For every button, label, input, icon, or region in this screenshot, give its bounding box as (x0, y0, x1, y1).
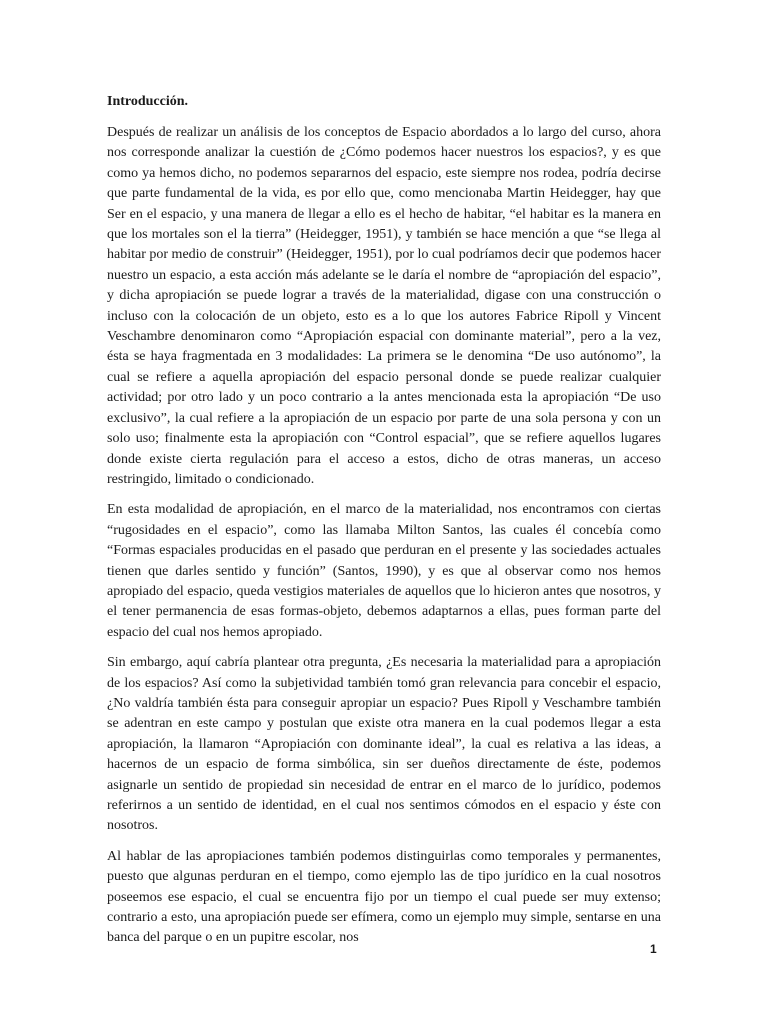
document-body (107, 92, 661, 959)
paragraph-1: Después de realizar un análisis de los conceptos de Espacio abordados a lo largo del curso, ahora nos corresponde analizar la cuestión de ¿Cómo podemos hacer nuestros los espacios?, y es que como ya hemos dicho, no podemos separarnos del espacio, este siempre nos rodea, podría decirse que parte fundamental de la vida, es por ello que, como mencionaba Martin Heidegger, hay que Ser en el espacio, y una manera de llegar a ello es el hecho de habitar, “el habitar es la manera en que los mortales son el la tierra” (Heidegger, 1951), y también se hace mención a que “se llega al habitar por medio de construir” (Heidegger, 1951), por lo cual podríamos decir que podemos hacer nuestro un espacio, a esta acción más adelante se le daría el nombre de “apropiación del espacio”, y dicha apropiación se puede lograr a través de la materialidad, digase con una construcción o incluso con la colocación de un objeto, esto es a lo que los autores Fabrice Ripoll y Vincent Veschambre denominaron como “Apropiación espacial con dominante material”, pero a la vez, ésta se haya fragmentada en 3 modalidades: La primera se le denomina “De uso autónomo”, la cual se refiere a aquella apropiación del espacio personal donde se puede realizar cualquier actividad; por otro lado y un poco contrario a la antes mencionada esta la apropiación “De uso exclusivo”, la cual refiere a la apropiación de un espacio por parte de una sola persona y con un solo uso; finalmente esta la apropiación con “Control espacial”, que se refiere aquellos lugares donde existe cierta regulación para el acceso a estos, dicho de otras maneras, un acceso restringido, limitado o condicionado. (107, 125, 661, 487)
page-number: 1 (650, 942, 657, 956)
paragraph-3: Sin embargo, aquí cabría plantear otra pregunta, ¿Es necesaria la materialidad para a apropiación de los espacios? Así como la subjetividad también tomó gran relevancia para concebir el espacio, ¿No valdría también ésta para conseguir apropiar un espacio? Pues Ripoll y Veschambre también se adentran en este campo y postulan que existe otra manera en la cual podemos llegar a esta apropiación, la llamaron “Apropiación con dominante ideal”, la cual es relativa a las ideas, a hacernos de un espacio de forma simbólica, sin ser dueños directamente de éste, podemos asignarle un sentido de propiedad sin necesidad de entrar en el marco de lo jurídico, podemos referirnos a un sentido de identidad, en el cual nos sentimos cómodos en el espacio y éste con nosotros. (107, 655, 661, 834)
paragraph-4: Al hablar de las apropiaciones también podemos distinguirlas como temporales y permanentes, puesto que algunas perduran en el tiempo, como ejemplo las de tipo jurídico en la cual nosotros poseemos ese espacio, el cual se encuentra fijo por un tiempo el cual puede ser muy extenso; contrario a esto, una apropiación puede ser efímera, como un ejemplo muy simple, sentarse en una banca del parque o en un pupitre escolar, nos (107, 848, 661, 946)
paragraph-2: En esta modalidad de apropiación, en el marco de la materialidad, nos encontramos con ciertas “rugosidades en el espacio”, como las llamaba Milton Santos, las cuales él concebía como “Formas espaciales producidas en el pasado que perduran en el presente y las sociedades actuales tienen que darles sentido y función” (Santos, 1990), y es que al observar como nos hemos apropiado del espacio, queda vestigios materiales de aquellos que lo hicieron antes que nosotros, y el tener permanencia de esas formas-objeto, debemos adaptarnos a ellas, pues forman parte del espacio del cual nos hemos apropiado. (107, 502, 661, 640)
section-heading: Introducción. (107, 94, 189, 109)
